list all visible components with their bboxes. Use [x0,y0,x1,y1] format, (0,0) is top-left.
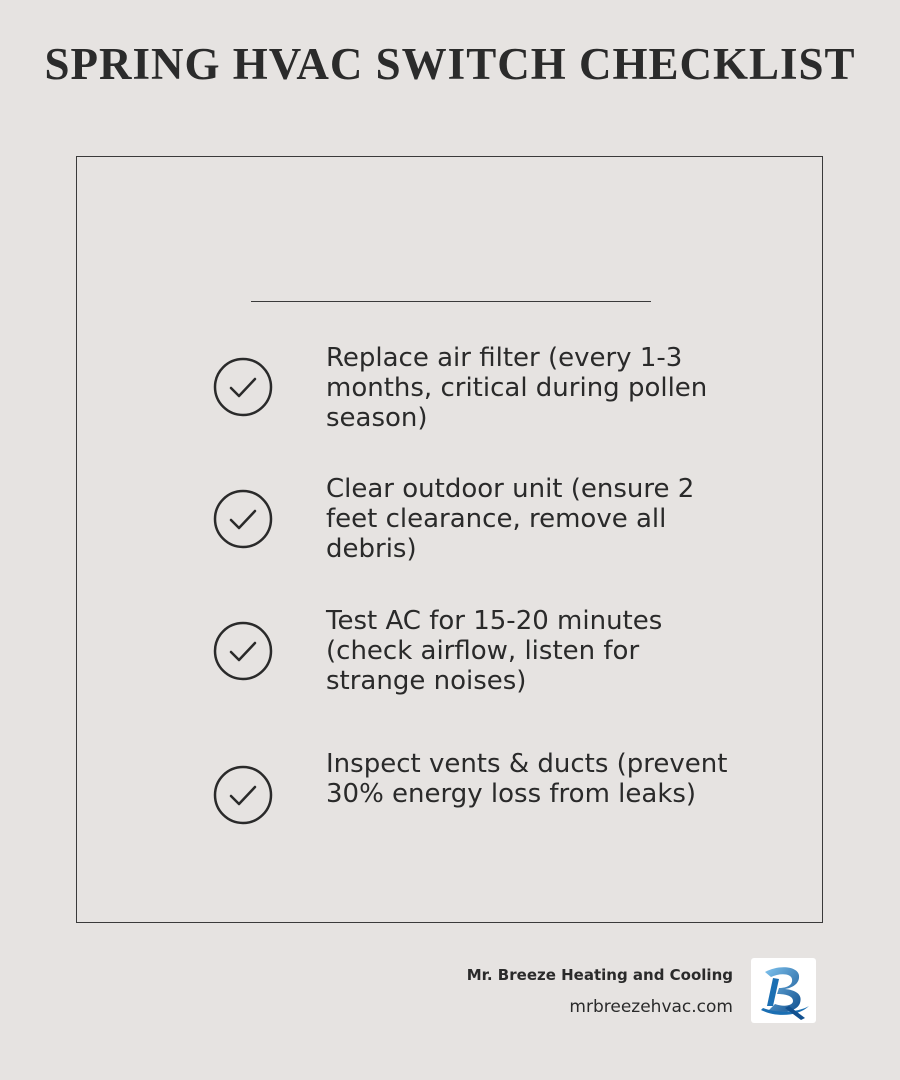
checklist-item [77,749,822,865]
divider-line [251,301,651,302]
check-circle-icon [213,489,273,549]
check-circle-icon [213,765,273,825]
mr-breeze-logo [751,958,816,1023]
company-name: Mr. Breeze Heating and Cooling [466,966,733,984]
checklist-item [77,343,822,457]
checklist-item-text: Replace air filter (every 1-3 months, critical during pollen season) [326,343,708,433]
checklist-item [77,474,822,589]
checklist-item-text: Clear outdoor unit (ensure 2 feet clearance, remove all debris) [326,474,695,564]
company-url[interactable]: mrbreezehvac.com [569,997,733,1017]
checklist-item-text: Test AC for 15-20 minutes (check airflow, listen for strange noises) [326,606,663,696]
logo-mark-icon [751,958,816,1023]
checklist-item [77,606,822,721]
checklist-panel [76,156,823,923]
page-title: SPRING HVAC SWITCH CHECKLIST [44,39,856,89]
checklist-item-text: Inspect vents & ducts (prevent 30% energy loss from leaks) [326,749,728,809]
check-circle-icon [213,357,273,417]
check-circle-icon [213,621,273,681]
